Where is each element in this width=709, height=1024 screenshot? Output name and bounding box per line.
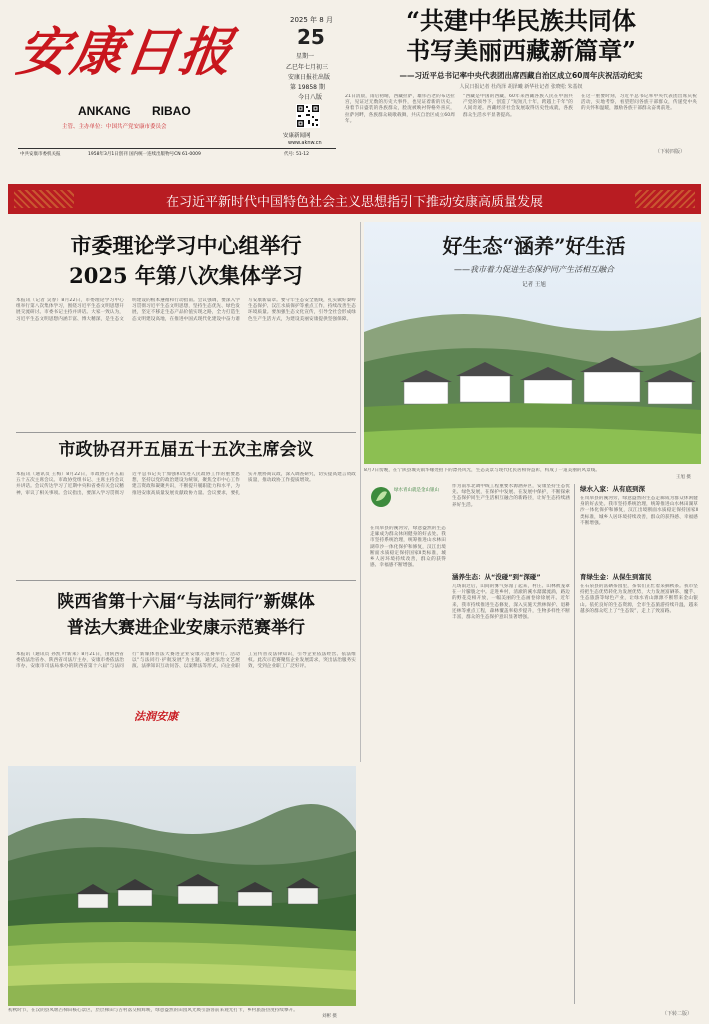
article1-headline-line2[interactable]: 2025 年第八次集体学习 [69, 263, 303, 288]
issue-number: 第 19858 期 [290, 84, 325, 91]
lead-title-line1[interactable]: “共建中华民族共同体 [406, 6, 636, 35]
lead-subtitle: ——习近平总书记率中央代表团出席西藏自治区成立60周年庆祝活动纪实 [399, 71, 643, 80]
masthead-logo: 安康日报 [13, 22, 238, 83]
feature-section1-title: 涵养生态：从“没碰”到“深碰” [452, 573, 541, 581]
leaf-icon [370, 486, 392, 508]
feature-reporter: 记者 王旭 [522, 282, 546, 288]
weekday: 星期一 [296, 53, 315, 60]
lead-body-right: 在这一重要时刻，习近平总书记率中央代表团出席庆祝活动，实地考察，看望慰问各族干部群众，传递党中央的关怀和温暖，激励各族干部群众奋勇前进。 [581, 94, 697, 112]
feature-section1-body: 几场雨过后，山间的雾气弥漫了起来，村庄、山林被笼罩在一片朦胧之中。走进乡村，清澈的溪水潺潺流淌，路边的野花竞相开放，一幅美丽的生态画卷徐徐展开。近年来，我市持续推进生态修复，深入实施天然林保护、退耕还林等重点工程，森林覆盖率稳步提升，生物多样性不断丰富，群众的生态保护意识显著增强。 [452, 584, 570, 621]
feature-photo[interactable] [364, 222, 701, 464]
article2-body: 本报讯（通讯员 王梅）8月22日，市政协召开五届五十五次主席会议。市政协党组书记、主席主持会议并讲话。会议传达学习了近期中央和省委有关会议精神，审议了相关事项。会议指出，要深入学习贯彻习近平总书记关于加强和改进人民政协工作的重要思想，坚持以党的政治建设为统领，聚焦全市中心工作建言资政和凝聚共识，不断提升履职能力和水平，为推进安康高质量发展贡献政协力量。会议要求，要扎实开展协商议政，深入调查研究，切实提高建言资政质量，推动政协工作提质增效。 [16, 472, 356, 496]
feature-section2-title: 绿水入家：从有底到深 [580, 485, 645, 493]
feature-section2-body: 在岚皋县的溪河旁，绿意盎然的生态走廊成为群众休闲健身的好去处。我市坚持系统治理，统筹推进山水林田湖草沙一体化保护和修复，汉江出境断面水质稳定保持国家Ⅱ类标准，城乡人居环境持续改善，群众的获得感、幸福感不断增强。 [580, 496, 698, 526]
feature-intro: 作为南水北调中线工程重要水源涵养区，安康坚持生态优先、绿色发展，在保护中发展、在发展中保护，不断探索生态保护同生产生活相互融合的新路径，让好生态持续涵养好生活。 [452, 484, 570, 508]
article3-headline-line2[interactable]: 普法大赛进企业安康示范赛举行 [67, 618, 305, 638]
site-url[interactable]: www.aknw.cn [288, 140, 322, 146]
lunar-date: 乙巳年七月初三 [286, 64, 329, 71]
article2-headline[interactable]: 市政协召开五届五十五次主席会议 [58, 440, 314, 460]
ecology-logo-text: 绿水青山就是金山银山 [394, 488, 439, 493]
terrace-photo[interactable] [8, 766, 356, 1006]
lead-body-left: 21日清晨，雨后初晴，西藏拉萨，雄伟古老的布达拉宫，见证过无数的历史大事件，也见证着新的历史。身着节日盛装的各族群众，脸庞被映衬得格外喜庆，拉萨河畔，各族群众载歌载舞，共庆自治区成立60周年。 [345, 94, 455, 124]
lead-byline: 人民日报记者 杜尚泽 胡泽曦 新华社记者 张晓松 朱基钗 [459, 84, 583, 90]
lead-body-mid: “西藏是中国的西藏，60年来西藏各族人民在中国共产党的领导下，创造了“短短几十年，跨越上千年”的人间奇迹。西藏经济社会发展取得历史性成就，各族群众生活水平显著提高。 [463, 94, 573, 118]
page-count: 今日八版 [298, 94, 323, 101]
info-line-mid: 1958年3月1日创刊 国内统一连续出版物号CN 61-0009 [88, 152, 201, 157]
feature-title[interactable]: 好生态“涵养”好生活 [442, 234, 626, 258]
article-cppcc-meeting [16, 438, 356, 568]
law-logo: 法润安康 [134, 710, 178, 723]
feature-left-col: 在岚皋县的溪河旁，绿意盎然的生态走廊成为群众休闲健身的好去处。我市坚持系统治理，统筹推进山水林田湖草沙一体化保护和修复，汉江出境断面水质稳定保持国家Ⅱ类标准，城乡人居环境持续改善，群众的获得感、幸福感不断增强。 [370, 526, 446, 569]
feature-photo-credit: 王旭 摄 [676, 475, 691, 480]
lead-title-line2[interactable]: 书写美丽西藏新篇章” [406, 36, 636, 65]
feature-title-box [404, 232, 664, 296]
banner-text: 在习近平新时代中国特色社会主义思想指引下推动安康高质量发展 [165, 195, 543, 210]
feature-subtitle: ——我市着力促进生态保护同产生活相互融合 [454, 265, 614, 274]
app-label: 安康新闻网 [283, 133, 311, 139]
lead-story [345, 6, 697, 156]
info-line-left: 中共安康市委机关报 [20, 152, 61, 157]
masthead-en-right: RIBAO [152, 104, 191, 118]
article3-body: 本报讯（通讯员 孙凯 叶新莱）8月21日，由陕西省委依法治省办、陕西省司法厅主办，安康市委依法治市办、安康市司法局承办的陕西省第十六届“与法同行”新媒体普法大赛进企业安康示范赛举行。活动以“与法同行·护航发展”为主题，通过法治文艺展演、法律知识互动问答、以案释法等形式，向企业职工宣传普及法律知识，引导企业依法经营、依法维权。此次示范赛聚焦企业发展需求，突出法治服务实效，受到企业职工广泛好评。 [16, 652, 356, 670]
article1-body: 本报讯（记者 吴春）8月22日，市委理论学习中心组举行第八次集体学习，围绕习近平生态文明思想开展交流研讨。市委书记主持并讲话。大家一致认为，习近平生态文明思想内涵丰富、博大精深，是生态文明建设的根本遵循和行动指南。会议强调，要深入学习贯彻习近平生态文明思想，坚持生态优先、绿色发展，坚定不移走生态产品价值实现之路，全力打造生态文明建设高地，在推进中国式现代化建设中奋力谱写安康新篇章。要守牢生态安全底线，扎实做好秦岭生态保护、汉江水质保护等重点工作，持续改善生态环境质量。要加强生态文化宣传，引导全社会形成绿色生产生活方式，为建设美丽安康提供坚强保障。 [16, 298, 356, 322]
publisher: 安康日报社出版 [288, 74, 331, 81]
bottom-photo-caption: 初秋时节，在汉阴县凤堰古梯田核心景区，层层梯田与古村落交相辉映，绿意盎然的田园风光吸引游客前来观光打卡，乡村旅游热度持续攀升。 [8, 1008, 298, 1013]
masthead-en-left: ANKANG [78, 104, 131, 118]
lead-continued: （下转四版） [655, 149, 686, 155]
feature-continued: （下转二版） [662, 1011, 693, 1017]
ecology-logo [370, 484, 450, 520]
bottom-photo-credit: 刘彬 摄 [322, 1014, 337, 1019]
article3-headline-line1[interactable]: 陕西省第十六届“与法同行”新媒体 [57, 592, 315, 612]
section-banner [8, 184, 701, 214]
article-law-contest [16, 590, 356, 760]
info-line-right: 代号: 51-12 [284, 152, 310, 157]
date-day: 25 [297, 25, 325, 49]
article-study-session [16, 232, 356, 432]
date-line: 2025 年 8 月 [290, 16, 333, 24]
feature-section3-title: 育绿生金：从保生到富民 [580, 573, 652, 581]
article1-headline-line1[interactable]: 市委理论学习中心组举行 [70, 233, 302, 258]
feature-section3-body: 在石泉县的富硒茶园里，茶农们正忙着采摘秋茶。我市坚持把生态优势转化为发展优势，大力发展富硒茶、魔芋、生态旅游等绿色产业，让绿水青山源源不断带来金山银山。依托良好的生态资源，全市生态旅游持续升温，越来越多的群众吃上了“生态饭”，走上了致富路。 [580, 584, 698, 614]
feature-photo-caption: 8月7日傍晚，在宁陕县城关镇华缘处拍下的漂亮风光，生态美景与现代化民居相得益彰，构成了一道美丽的风景线。 [364, 468, 600, 473]
qr-code-icon[interactable] [296, 104, 320, 128]
masthead-sponsor: 主管、主办单位：中国共产党安康市委员会 [62, 124, 167, 130]
